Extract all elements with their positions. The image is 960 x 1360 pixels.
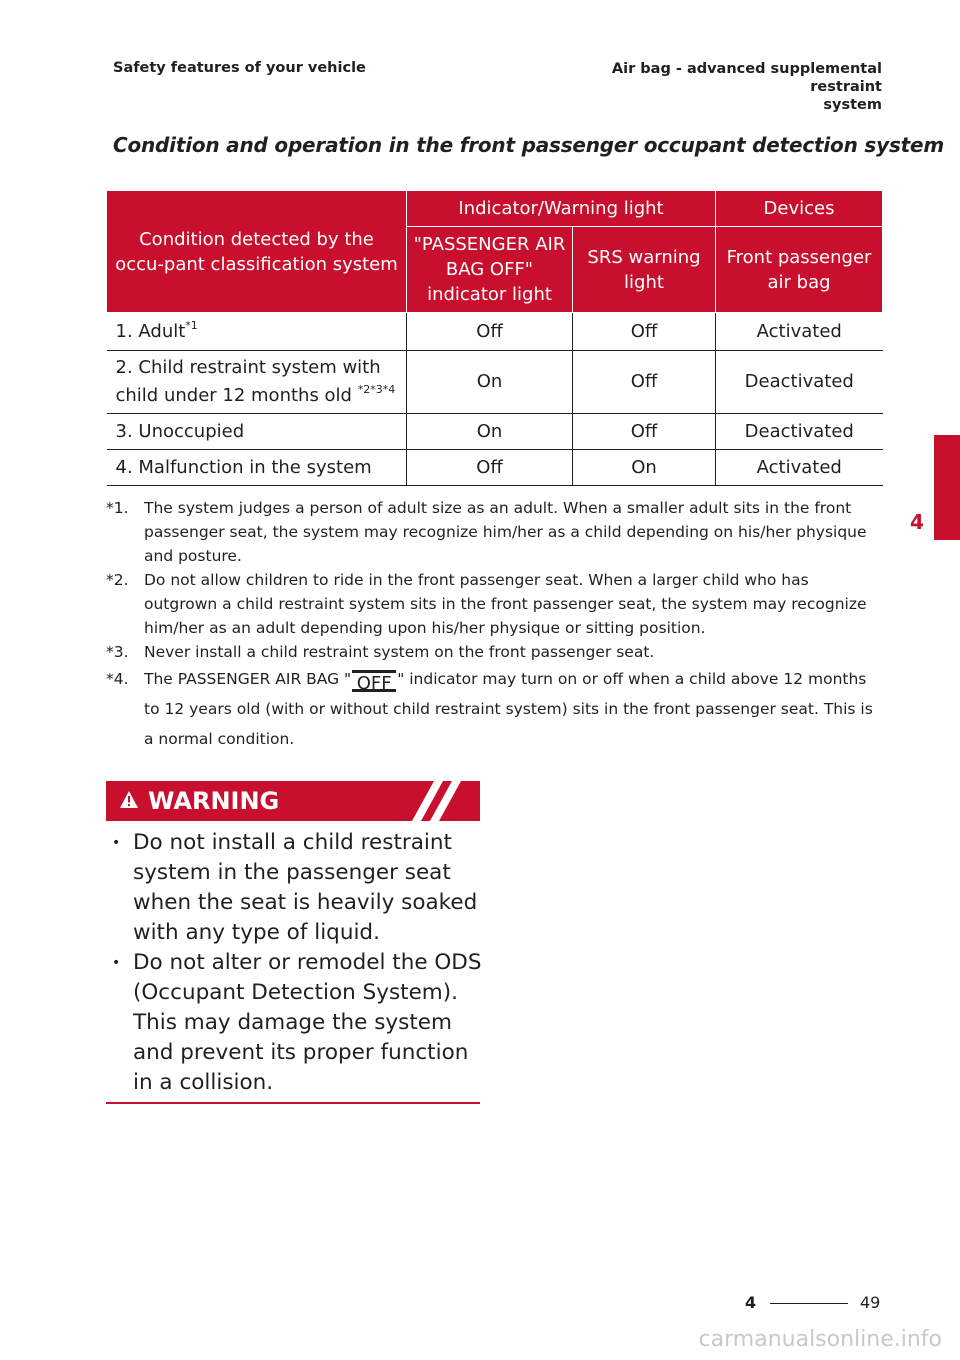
header-topic	[542, 60, 882, 114]
col-header-passenger-off: "PASSENGER AIR BAG OFF" indicator light	[407, 227, 573, 313]
col-header-srs: SRS warning light	[573, 227, 716, 313]
cell-airbag: Activated	[716, 450, 883, 486]
header-section-name: Safety features of your vehicle	[113, 60, 366, 76]
col-group-devices: Devices	[716, 191, 883, 227]
footnote-1	[106, 496, 876, 568]
footnote-mark: *1.	[106, 499, 129, 517]
table-row	[107, 351, 883, 414]
warning-list	[112, 828, 482, 1098]
cell-indicator: On	[407, 351, 573, 414]
cell-airbag: Deactivated	[716, 414, 883, 450]
cell-airbag: Activated	[716, 313, 883, 351]
warning-triangle-icon	[119, 790, 139, 810]
footnote-text: Do not allow children to ride in the front passenger seat. When a larger child who has outgrown a child restraint system sits in the front passenger seat, the system may recognize him/her as an adult depending upon his/her physique or sitting position.	[144, 571, 867, 637]
header-topic-line2: system	[823, 97, 882, 113]
bullet-icon: •	[112, 955, 121, 971]
cell-condition: 1. Adult$^{*1}$	[107, 313, 407, 351]
header-topic-line1: Air bag - advanced supplemental restraint	[611, 61, 882, 95]
footnote-4	[106, 664, 876, 754]
warning-bottom-rule	[106, 1102, 480, 1104]
footnote-text-before: The PASSENGER AIR BAG "	[144, 670, 352, 688]
cell-srs: Off	[573, 414, 716, 450]
warning-banner	[106, 781, 480, 821]
cell-srs: Off	[573, 351, 716, 414]
footnote-3	[106, 640, 876, 664]
watermark: carmanualsonline.info	[698, 1327, 942, 1352]
cell-indicator: Off	[407, 313, 573, 351]
cell-srs: Off	[573, 313, 716, 351]
warning-title: WARNING	[148, 787, 280, 815]
footnote-mark: *4.	[106, 670, 129, 688]
table-row	[107, 450, 883, 486]
footnote-2	[106, 568, 876, 640]
cell-condition: 4. Malfunction in the system	[107, 450, 407, 486]
footer-divider	[770, 1303, 848, 1304]
cell-indicator: Off	[407, 450, 573, 486]
footnote-mark: *3.	[106, 643, 129, 661]
footnote-text: The system judges a person of adult size as an adult. When a smaller adult sits in the front passenger seat, the system may recognize him/her as a child depending on his/her physique and posture.	[144, 499, 867, 565]
cell-condition: 2. Child restraint system with child under 12 months old $^{*2*3*4}$	[107, 351, 407, 414]
cell-airbag: Deactivated	[716, 351, 883, 414]
warning-stripes-icon	[410, 781, 470, 821]
table-row	[107, 313, 883, 351]
footer-page-number: 49	[860, 1293, 881, 1312]
footnotes	[106, 496, 876, 754]
footer-chapter-number: 4	[745, 1293, 757, 1312]
col-group-indicator: Indicator/Warning light	[407, 191, 716, 227]
chapter-side-number: 4	[910, 510, 924, 534]
footnote-text: Never install a child restraint system on the front passenger seat.	[144, 643, 655, 661]
cell-condition: 3. Unoccupied	[107, 414, 407, 450]
section-title: Condition and operation in the front passenger occupant detection system	[113, 133, 945, 157]
chapter-side-tab	[934, 435, 960, 540]
footnote-text-after: " indicator may turn on or off when a child above 12 months to 12 years old (with or without child restraint system) sits in the front passenger seat. This is a normal condition.	[144, 670, 873, 748]
warning-item: • Do not install a child restraint system in the passenger seat when the seat is heavily soaked with any type of liquid.	[112, 830, 478, 945]
cell-srs: On	[573, 450, 716, 486]
col-header-condition: Condition detected by the occu-pant classification system	[107, 191, 407, 313]
warning-item: • Do not alter or remodel the ODS (Occupant Detection System). This may damage the system and prevent its proper function in a collision.	[112, 950, 482, 1095]
bullet-icon: •	[112, 835, 121, 851]
ods-condition-table	[106, 190, 883, 486]
passenger-airbag-off-icon: OFF	[352, 670, 396, 692]
table-row	[107, 414, 883, 450]
footnote-mark: *2.	[106, 571, 129, 589]
col-header-front-airbag: Front passenger air bag	[716, 227, 883, 313]
cell-indicator: On	[407, 414, 573, 450]
